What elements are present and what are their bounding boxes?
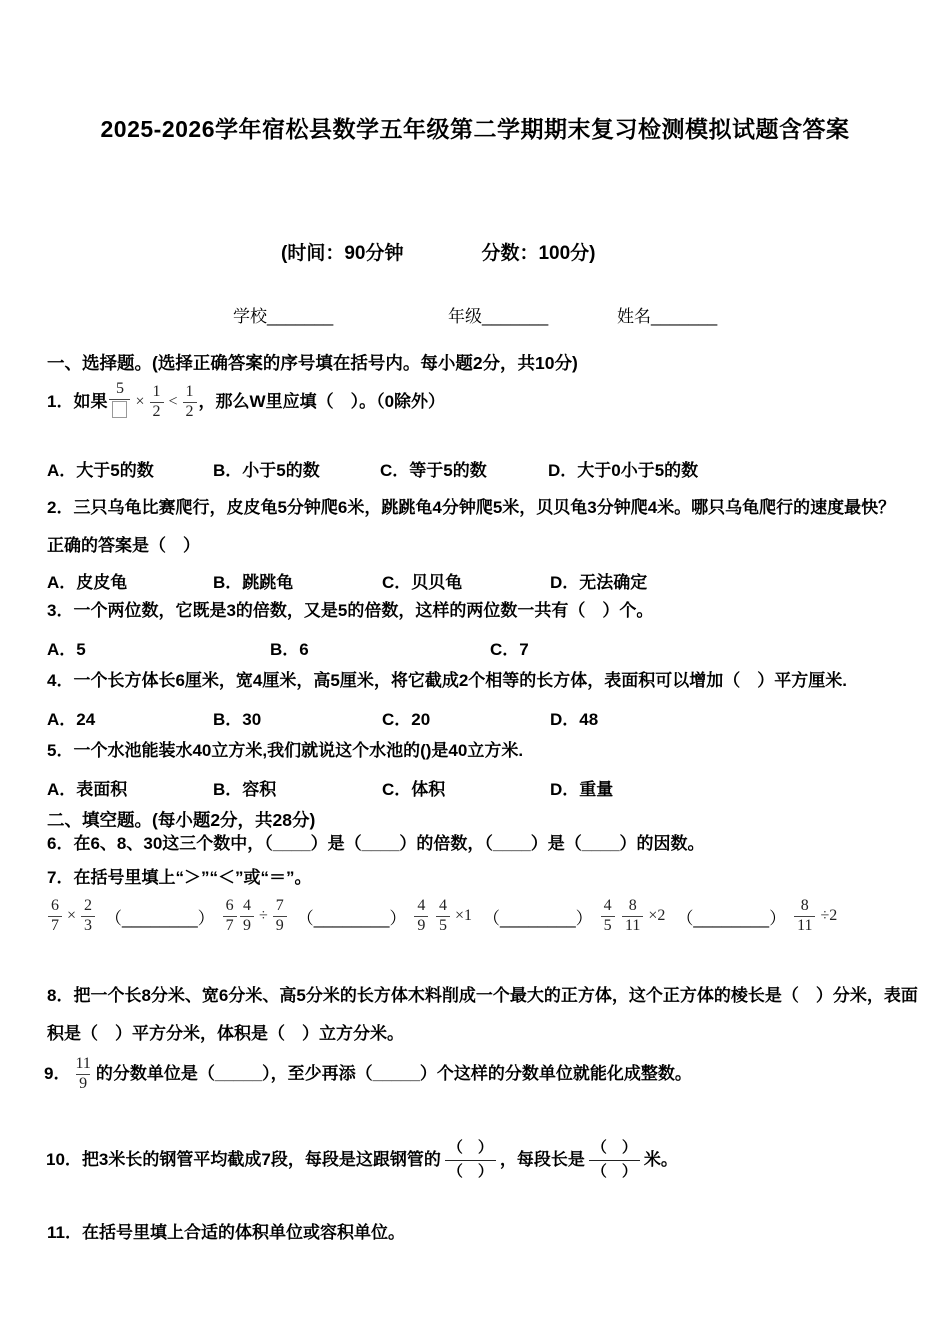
option-a: A．5: [47, 640, 86, 659]
question-3: 3．一个两位数，它既是3的倍数，又是5的倍数，这样的两位数一共有（ ）个。: [47, 601, 654, 620]
question-3-options: [0, 635, 950, 659]
option-b: B．小于5的数: [213, 461, 320, 480]
question-2-line2: 正确的答案是（ ）: [47, 536, 200, 555]
question-5-options: [0, 775, 950, 799]
divide-by-two: ÷2: [820, 907, 838, 924]
exam-meta: [281, 238, 596, 265]
multiply-by-two: ×2: [648, 907, 666, 924]
question-8-line1: 8．把一个长8分米、宽6分米、高5分米的长方体木料削成一个最大的正方体，这个正方体的棱长是（ ）分米，表面: [47, 986, 918, 1005]
question-4-options: [0, 705, 950, 729]
option-c: C．20: [382, 710, 431, 729]
fraction: $\frac{4}{5}$: [601, 898, 615, 935]
empty-box-icon: [112, 401, 127, 418]
fraction: $\frac{4}{9}$: [240, 898, 254, 935]
option-b: B．跳跳龟: [213, 573, 294, 592]
multiply-by-one: ×1: [455, 907, 473, 924]
question-10-prefix: 10．把3米长的钢管平均截成7段，每段是这跟钢管的: [46, 1150, 441, 1170]
answer-blank: （________）: [676, 908, 787, 928]
comparison-group-2: [238, 892, 430, 940]
question-9-number: 9．: [44, 1064, 71, 1084]
fraction-one-half: $\frac{1}{2}$: [183, 384, 197, 421]
multiply-operator: ×: [135, 393, 145, 410]
option-d: D．重量: [550, 780, 614, 799]
question-1: [47, 376, 445, 428]
question-2-options: [0, 568, 950, 592]
fraction: $\frac{4}{9}$: [414, 898, 428, 935]
option-d: D．48: [550, 710, 599, 729]
fraction-5-over-box: 5: [109, 381, 130, 423]
fraction: $\frac{4}{5}$: [436, 898, 450, 935]
question-1-prefix: 1．如果: [47, 392, 108, 412]
option-b: B．6: [270, 640, 309, 659]
option-a: A．24: [47, 710, 96, 729]
section-2-heading: 二、填空题。(每小题2分，共28分): [47, 810, 316, 830]
fraction: $\frac{2}{3}$: [81, 898, 95, 935]
question-9-text: 的分数单位是（_____），至少再添（_____）个这样的分数单位就能化成整数。: [95, 1064, 692, 1084]
fraction: $\frac{8}{11}$: [622, 898, 643, 935]
page-title: 2025-2026学年宿松县数学五年级第二学期期末复习检测模拟试题含答案: [100, 116, 850, 142]
question-7-comparisons: [0, 892, 950, 940]
question-1-options: [0, 456, 950, 480]
score-label: 分数：100分): [481, 243, 596, 264]
question-4: 4．一个长方体长6厘米，宽4厘米，高5厘米，将它截成2个相等的长方体，表面积可以增加（ ）平方厘米.: [47, 671, 847, 690]
option-d: D．无法确定: [550, 573, 648, 592]
fraction-one-half: $\frac{1}{2}$: [150, 384, 164, 421]
grade-field: 年级_______: [448, 307, 549, 326]
option-a: A．皮皮龟: [47, 573, 128, 592]
option-c: C．等于5的数: [380, 461, 487, 480]
option-d: D．大于0小于5的数: [548, 461, 699, 480]
question-5: 5．一个水池能装水40立方米,我们就说这个水池的()是40立方米.: [47, 741, 524, 760]
option-c: C．体积: [382, 780, 446, 799]
option-b: B．容积: [213, 780, 277, 799]
blank-fraction: （ ） （ ）: [589, 1140, 640, 1180]
name-field: 姓名_______: [617, 307, 718, 326]
question-11: 11．在括号里填上合适的体积单位或容积单位。: [47, 1223, 405, 1242]
less-than-operator: <: [168, 393, 178, 410]
school-field: 学校_______: [233, 307, 334, 326]
question-10: [46, 1132, 678, 1188]
blank-fraction: （ ） （ ）: [445, 1140, 496, 1180]
identity-row: [0, 302, 950, 326]
fraction: $\frac{7}{9}$: [273, 898, 287, 935]
answer-blank: （________）: [483, 908, 593, 928]
fraction: $\frac{6}{7}$: [223, 898, 237, 935]
comparison-group-1: [46, 892, 239, 940]
option-a: A．表面积: [47, 780, 128, 799]
option-c: C．贝贝龟: [382, 573, 463, 592]
question-1-suffix: ，那么W里应填（ ）。（0除外）: [198, 392, 446, 412]
question-6: 6．在6、8、30这三个数中，（____）是（____）的倍数，（____）是（____）的因数。: [47, 834, 705, 853]
divide-operator: ÷: [259, 907, 268, 924]
comparison-group-4: [620, 892, 840, 940]
multiply-operator: ×: [67, 907, 77, 924]
question-9: [44, 1048, 692, 1100]
answer-blank: （________）: [296, 908, 407, 928]
question-10-mid: ，每段长是: [499, 1150, 585, 1170]
option-a: A．大于5的数: [47, 461, 154, 480]
comparison-group-3: [434, 892, 617, 940]
option-b: B．30: [213, 710, 262, 729]
answer-blank: （________）: [105, 908, 215, 928]
question-10-suffix: 米。: [643, 1150, 678, 1170]
fraction-eleven-ninths: $\frac{11}{9}$: [75, 1054, 91, 1092]
time-label: (时间：90分钟: [281, 243, 404, 264]
question-2-line1: 2．三只乌龟比赛爬行，皮皮龟5分钟爬6米，跳跳龟4分钟爬5米，贝贝龟3分钟爬4米。哪只乌龟爬行的速度最快？: [47, 498, 896, 517]
fraction: $\frac{8}{11}$: [794, 898, 815, 935]
option-c: C．7: [490, 640, 529, 659]
fraction: $\frac{6}{7}$: [48, 898, 62, 935]
question-8-line2: 积是（ ）平方分米，体积是（ ）立方分米。: [47, 1024, 404, 1043]
question-7: 7．在括号里填上“＞”“＜”或“＝”。: [47, 868, 312, 887]
section-1-heading: 一、选择题。(选择正确答案的序号填在括号内。每小题2分，共10分): [47, 353, 578, 373]
